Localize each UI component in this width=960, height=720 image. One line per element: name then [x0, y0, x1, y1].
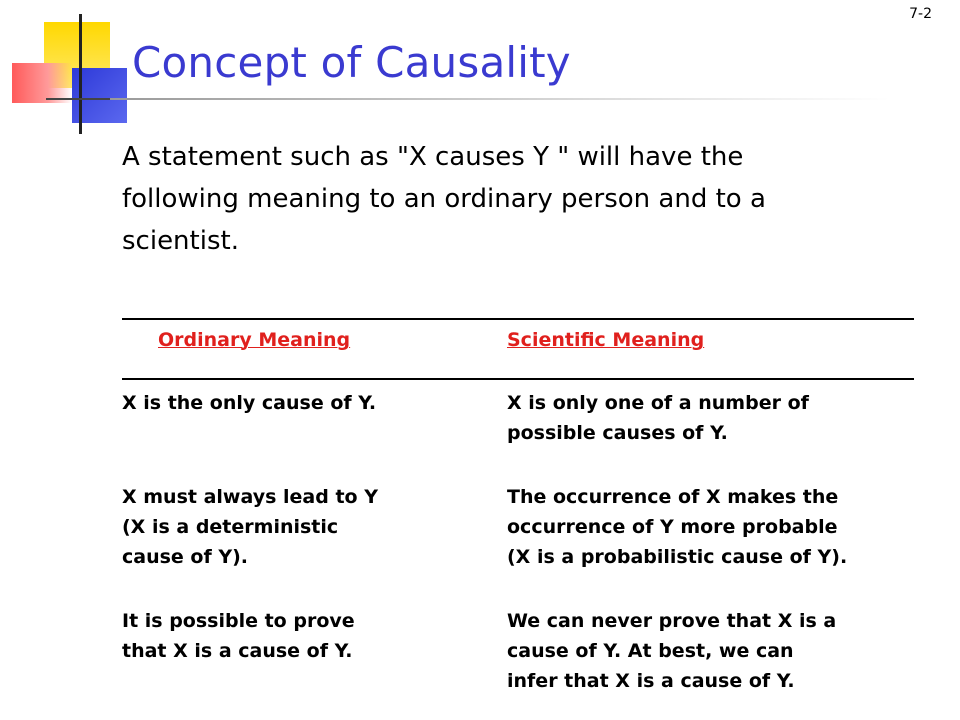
- cell-line: (X is a deterministic: [122, 516, 339, 538]
- intro-line: scientist.: [122, 226, 239, 256]
- title-underline: [110, 98, 890, 100]
- ordinary-meaning-heading: Ordinary Meaning: [158, 329, 351, 351]
- cell-line: cause of Y).: [122, 546, 249, 568]
- logo-vertical-line: [79, 14, 82, 134]
- cell-line: infer that X is a cause of Y.: [507, 670, 795, 692]
- page-title: Concept of Causality: [132, 38, 571, 87]
- cell-line: We can never prove that X is a: [507, 610, 837, 632]
- scientific-meaning-cell: [507, 482, 927, 572]
- ordinary-meaning-cell: [122, 482, 492, 572]
- ordinary-meaning-cell: [122, 606, 492, 666]
- table-top-rule: [122, 318, 914, 320]
- scientific-meaning-cell: [507, 606, 927, 696]
- scientific-meaning-cell: [507, 388, 927, 448]
- cell-line: X is the only cause of Y.: [122, 392, 377, 414]
- intro-paragraph: [122, 136, 842, 262]
- cell-line: X must always lead to Y: [122, 486, 378, 508]
- table-header-rule: [122, 378, 914, 380]
- intro-line: following meaning to an ordinary person and to a: [122, 184, 766, 214]
- intro-line: A statement such as "X causes Y " will have the: [122, 142, 744, 172]
- page-number: 7-2: [909, 6, 932, 22]
- cell-line: that X is a cause of Y.: [122, 640, 353, 662]
- cell-line: occurrence of Y more probable: [507, 516, 838, 538]
- scientific-meaning-heading: Scientific Meaning: [507, 329, 705, 351]
- cell-line: The occurrence of X makes the: [507, 486, 839, 508]
- cell-line: possible causes of Y.: [507, 422, 728, 444]
- cell-line: X is only one of a number of: [507, 392, 809, 414]
- ordinary-meaning-cell: [122, 388, 492, 418]
- logo-red-square: [12, 63, 72, 103]
- cell-line: (X is a probabilistic cause of Y).: [507, 546, 848, 568]
- cell-line: cause of Y. At best, we can: [507, 640, 794, 662]
- cell-line: It is possible to prove: [122, 610, 355, 632]
